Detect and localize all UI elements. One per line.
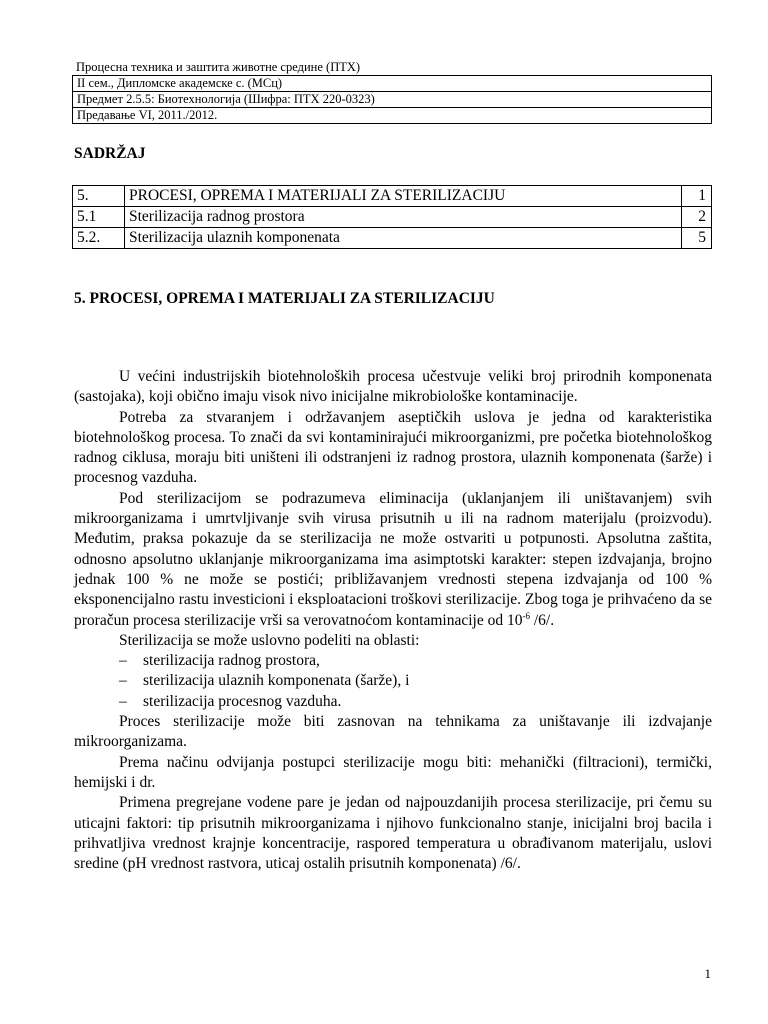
- subject-cell: Предмет 2.5.5: Биотехнологија (Шифра: ПТХ 220-0323): [73, 92, 712, 108]
- dash-bullet: –: [119, 672, 127, 690]
- list-item: [74, 692, 712, 712]
- paragraph: Sterilizacija se može uslovno podeliti na oblasti:: [119, 631, 420, 649]
- list-item-text: sterilizacija radnog prostora,: [143, 652, 320, 670]
- list-item-text: sterilizacija procesnog vazduha.: [143, 692, 342, 710]
- toc-page: 1: [682, 186, 712, 207]
- list-item-text: sterilizacija ulaznih komponenata (šarže), i: [143, 672, 410, 690]
- dash-bullet: –: [119, 652, 127, 670]
- toc-page: 5: [682, 228, 712, 249]
- toc-number: 5.2.: [73, 228, 125, 249]
- list-item: [74, 671, 712, 691]
- paragraph: Prema načinu odvijanja postupci sterilizacije mogu biti: mehanički (filtracioni), termički, hemijski i dr.: [74, 753, 712, 791]
- paragraph: [74, 489, 712, 631]
- list-item: [74, 651, 712, 671]
- toc-title: Sterilizacija ulaznih komponenata: [125, 228, 682, 249]
- course-info-table: [72, 75, 712, 124]
- paragraph: Potreba za stvaranjem i održavanjem aseptičkih uslova je jedna od karakteristika biotehnološkog procesa. To znači da svi kontaminirajući mikroorganizmi, pre početka biotehnološkog radnog ciklusa, moraju biti uništeni ili odstranjeni iz radnog prostora, ulaznih komponenata (šarže) i procesnog vazduha.: [74, 408, 712, 487]
- body-text: [74, 367, 712, 874]
- toc-row: [73, 186, 712, 207]
- course-info-row: [73, 108, 712, 124]
- toc-row: [73, 228, 712, 249]
- toc-title: Sterilizacija radnog prostora: [125, 207, 682, 228]
- sterilization-areas-list: [74, 651, 712, 712]
- paragraph: U većini industrijskih biotehnoloških procesa učestvuje veliki broj prirodnih komponenata (sastojaka), koji obično imaju visok nivo inicijalne mikrobiološke kontaminacije.: [74, 368, 712, 406]
- toc-row: [73, 207, 712, 228]
- semester-cell: II сем., Дипломске академске с. (МСц): [73, 76, 712, 92]
- course-info-row: [73, 92, 712, 108]
- course-info-row: [73, 76, 712, 92]
- toc-page: 2: [682, 207, 712, 228]
- contents-title: SADRŽAJ: [74, 145, 146, 162]
- course-header: Процесна техника и заштита животне средине (ПТХ): [76, 60, 361, 74]
- paragraph-text: /6/.: [529, 611, 555, 629]
- table-of-contents: [72, 185, 712, 249]
- toc-title: PROCESI, OPREMA I MATERIJALI ZA STERILIZACIJU: [125, 186, 682, 207]
- paragraph: Primena pregrejane vodene pare je jedan od najpouzdanijih procesa sterilizacije, pri čemu su uticajni faktori: tip prisutnih mikroorganizama i njihovo funkcionalno stanje, inicijalni broj bacila i prihvatljiva vrednost krajnje koncentracije, raspored temperatura u obrađivanom materijalu, uslovi sredine (pH vrednost rastvora, uticaj ostalih prisutnih komponenata) /6/.: [74, 794, 712, 873]
- toc-number: 5.1: [73, 207, 125, 228]
- paragraph: Proces sterilizacije može biti zasnovan na tehnikama za uništavanje ili izdvajanje mikroorganizama.: [74, 713, 712, 751]
- paragraph-text: Pod sterilizacijom se podrazumeva eliminacija (uklanjanjem ili uništavanjem) svih mikroorganizama i umrtvljivanje svih virusa prisutnih u ili na radnom materijalu (proizvodu). Međutim, praksa pokazuje da se sterilizacija ne može ostvariti u potpunosti. Apsolutna zaštita, odnosno apsolutno uklanjanje mikroorganizama ima asimptotski karakter: stepen izdvajanja, brojno jednak 100 % ne može se postići; približavanjem vrednosti stepena izdvajanja od 100 % eksponencijalno rastu investicioni i eksploatacioni troškovi sterilizacije. Zbog toga je prihvaćeno da se proračun procesa sterilizacije vrši sa verovatnoćom kontaminacije od 10: [74, 489, 712, 629]
- dash-bullet: –: [119, 692, 127, 710]
- exponent: -6: [522, 610, 530, 621]
- lecture-cell: Предавање VI, 2011./2012.: [73, 108, 712, 124]
- page-number: 1: [704, 966, 711, 981]
- section-heading: 5. PROCESI, OPREMA I MATERIJALI ZA STERILIZACIJU: [74, 290, 495, 307]
- toc-number: 5.: [73, 186, 125, 207]
